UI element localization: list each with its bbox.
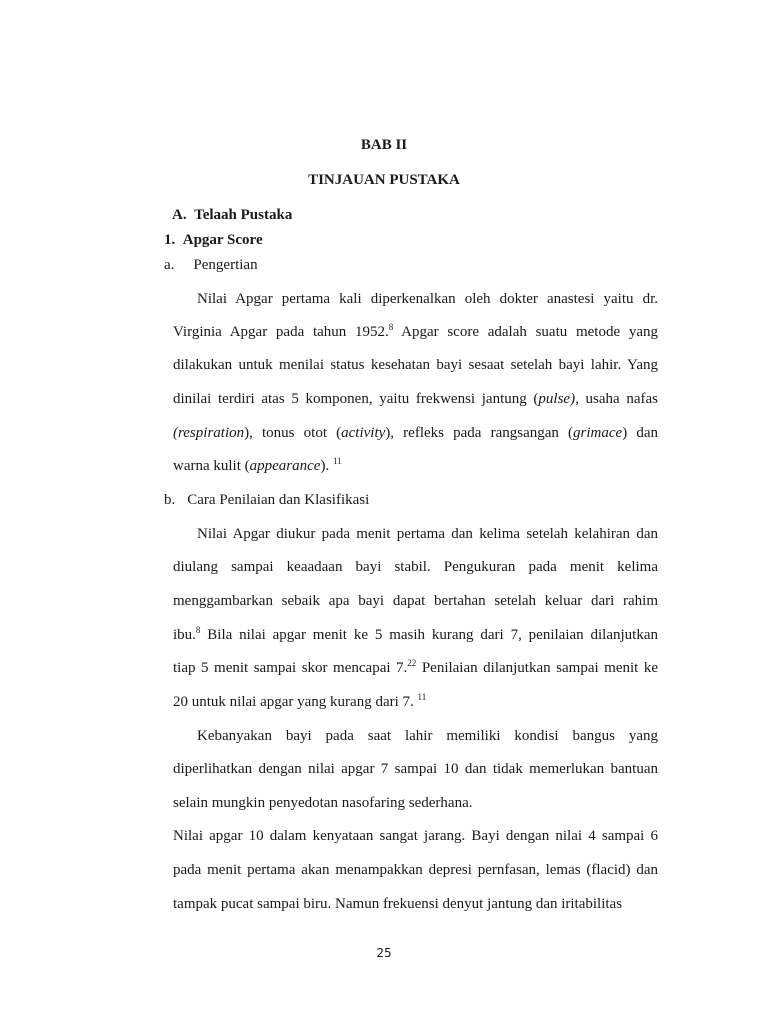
footnote-ref: 11: [417, 692, 427, 702]
para3-line: diperlihatkan dengan nilai apgar 7 sampai 10 dan tidak memerlukan bantuan: [173, 761, 658, 777]
point-a-marker: a.: [164, 257, 175, 273]
section-a-label: Telaah Pustaka: [194, 207, 293, 223]
para1-line: Nilai Apgar pertama kali diperkenalkan oleh dokter anastesi yaitu dr.: [197, 291, 658, 307]
footnote-ref: 8: [195, 625, 201, 635]
para1-line: dinilai terdiri atas 5 komponen, yaitu frekwensi jantung (pulse), usaha nafas: [173, 391, 658, 407]
para2-line: 20 untuk nilai apgar yang kurang dari 7. $^{11}$: [173, 692, 427, 710]
page-number: 25: [376, 946, 392, 960]
para1-line: (respiration), tonus otot (activity), refleks pada rangsangan (grimace) dan: [173, 425, 658, 441]
para2-line: menggambarkan sebaik apa bayi dapat bertahan setelah keluar dari rahim: [173, 593, 658, 609]
para4-line: tampak pucat sampai biru. Namun frekuensi denyut jantung dan iritabilitas: [173, 896, 623, 912]
footnote-ref: 8: [388, 322, 394, 332]
subsection-1-label: Apgar Score: [182, 232, 263, 248]
point-b-heading: [164, 492, 369, 509]
point-b-marker: b.: [164, 492, 176, 508]
section-a-marker: A.: [172, 207, 187, 223]
para2-line: diulang sampai keaadaan bayi stabil. Pengukuran pada menit kelima: [173, 559, 658, 575]
point-a-label: Pengertian: [193, 257, 258, 273]
para1-line: Virginia Apgar pada tahun 1952.$^8$ Apgar score adalah suatu metode yang: [173, 322, 658, 340]
para4-line: Nilai apgar 10 dalam kenyataan sangat jarang. Bayi dengan nilai 4 sampai 6: [173, 828, 658, 844]
para2-line: tiap 5 menit sampai skor mencapai 7.22 Penilaian dilanjutkan sampai menit ke: [173, 658, 658, 676]
point-a-heading: [164, 257, 258, 274]
para3-line: Kebanyakan bayi pada saat lahir memiliki kondisi bangus yang: [197, 728, 658, 744]
para2-line: Nilai Apgar diukur pada menit pertama dan kelima setelah kelahiran dan: [197, 526, 658, 542]
para1-line: warna kulit (appearance). $^{11}$: [173, 456, 342, 474]
para2-line: ibu.$^8$ Bila nilai apgar menit ke 5 masih kurang dari 7, penilaian dilanjutkan: [173, 625, 658, 643]
subsection-1-marker: 1.: [164, 232, 176, 248]
footnote-ref: 11: [332, 456, 342, 466]
section-a-heading: [172, 207, 292, 224]
chapter-title: TINJAUAN PUSTAKA: [308, 172, 460, 188]
point-b-label: Cara Penilaian dan Klasifikasi: [187, 492, 370, 508]
footnote-ref: 22: [407, 658, 417, 668]
para3-line: selain mungkin penyedotan nasofaring sederhana.: [173, 795, 473, 811]
para4-line: pada menit pertama akan menampakkan depresi pernfasan, lemas (flacid) dan: [173, 862, 658, 878]
subsection-1-heading: [164, 232, 263, 249]
chapter-heading: BAB II: [360, 137, 408, 153]
para1-line: dilakukan untuk menilai status kesehatan bayi sesaat setelah bayi lahir. Yang: [173, 357, 658, 373]
